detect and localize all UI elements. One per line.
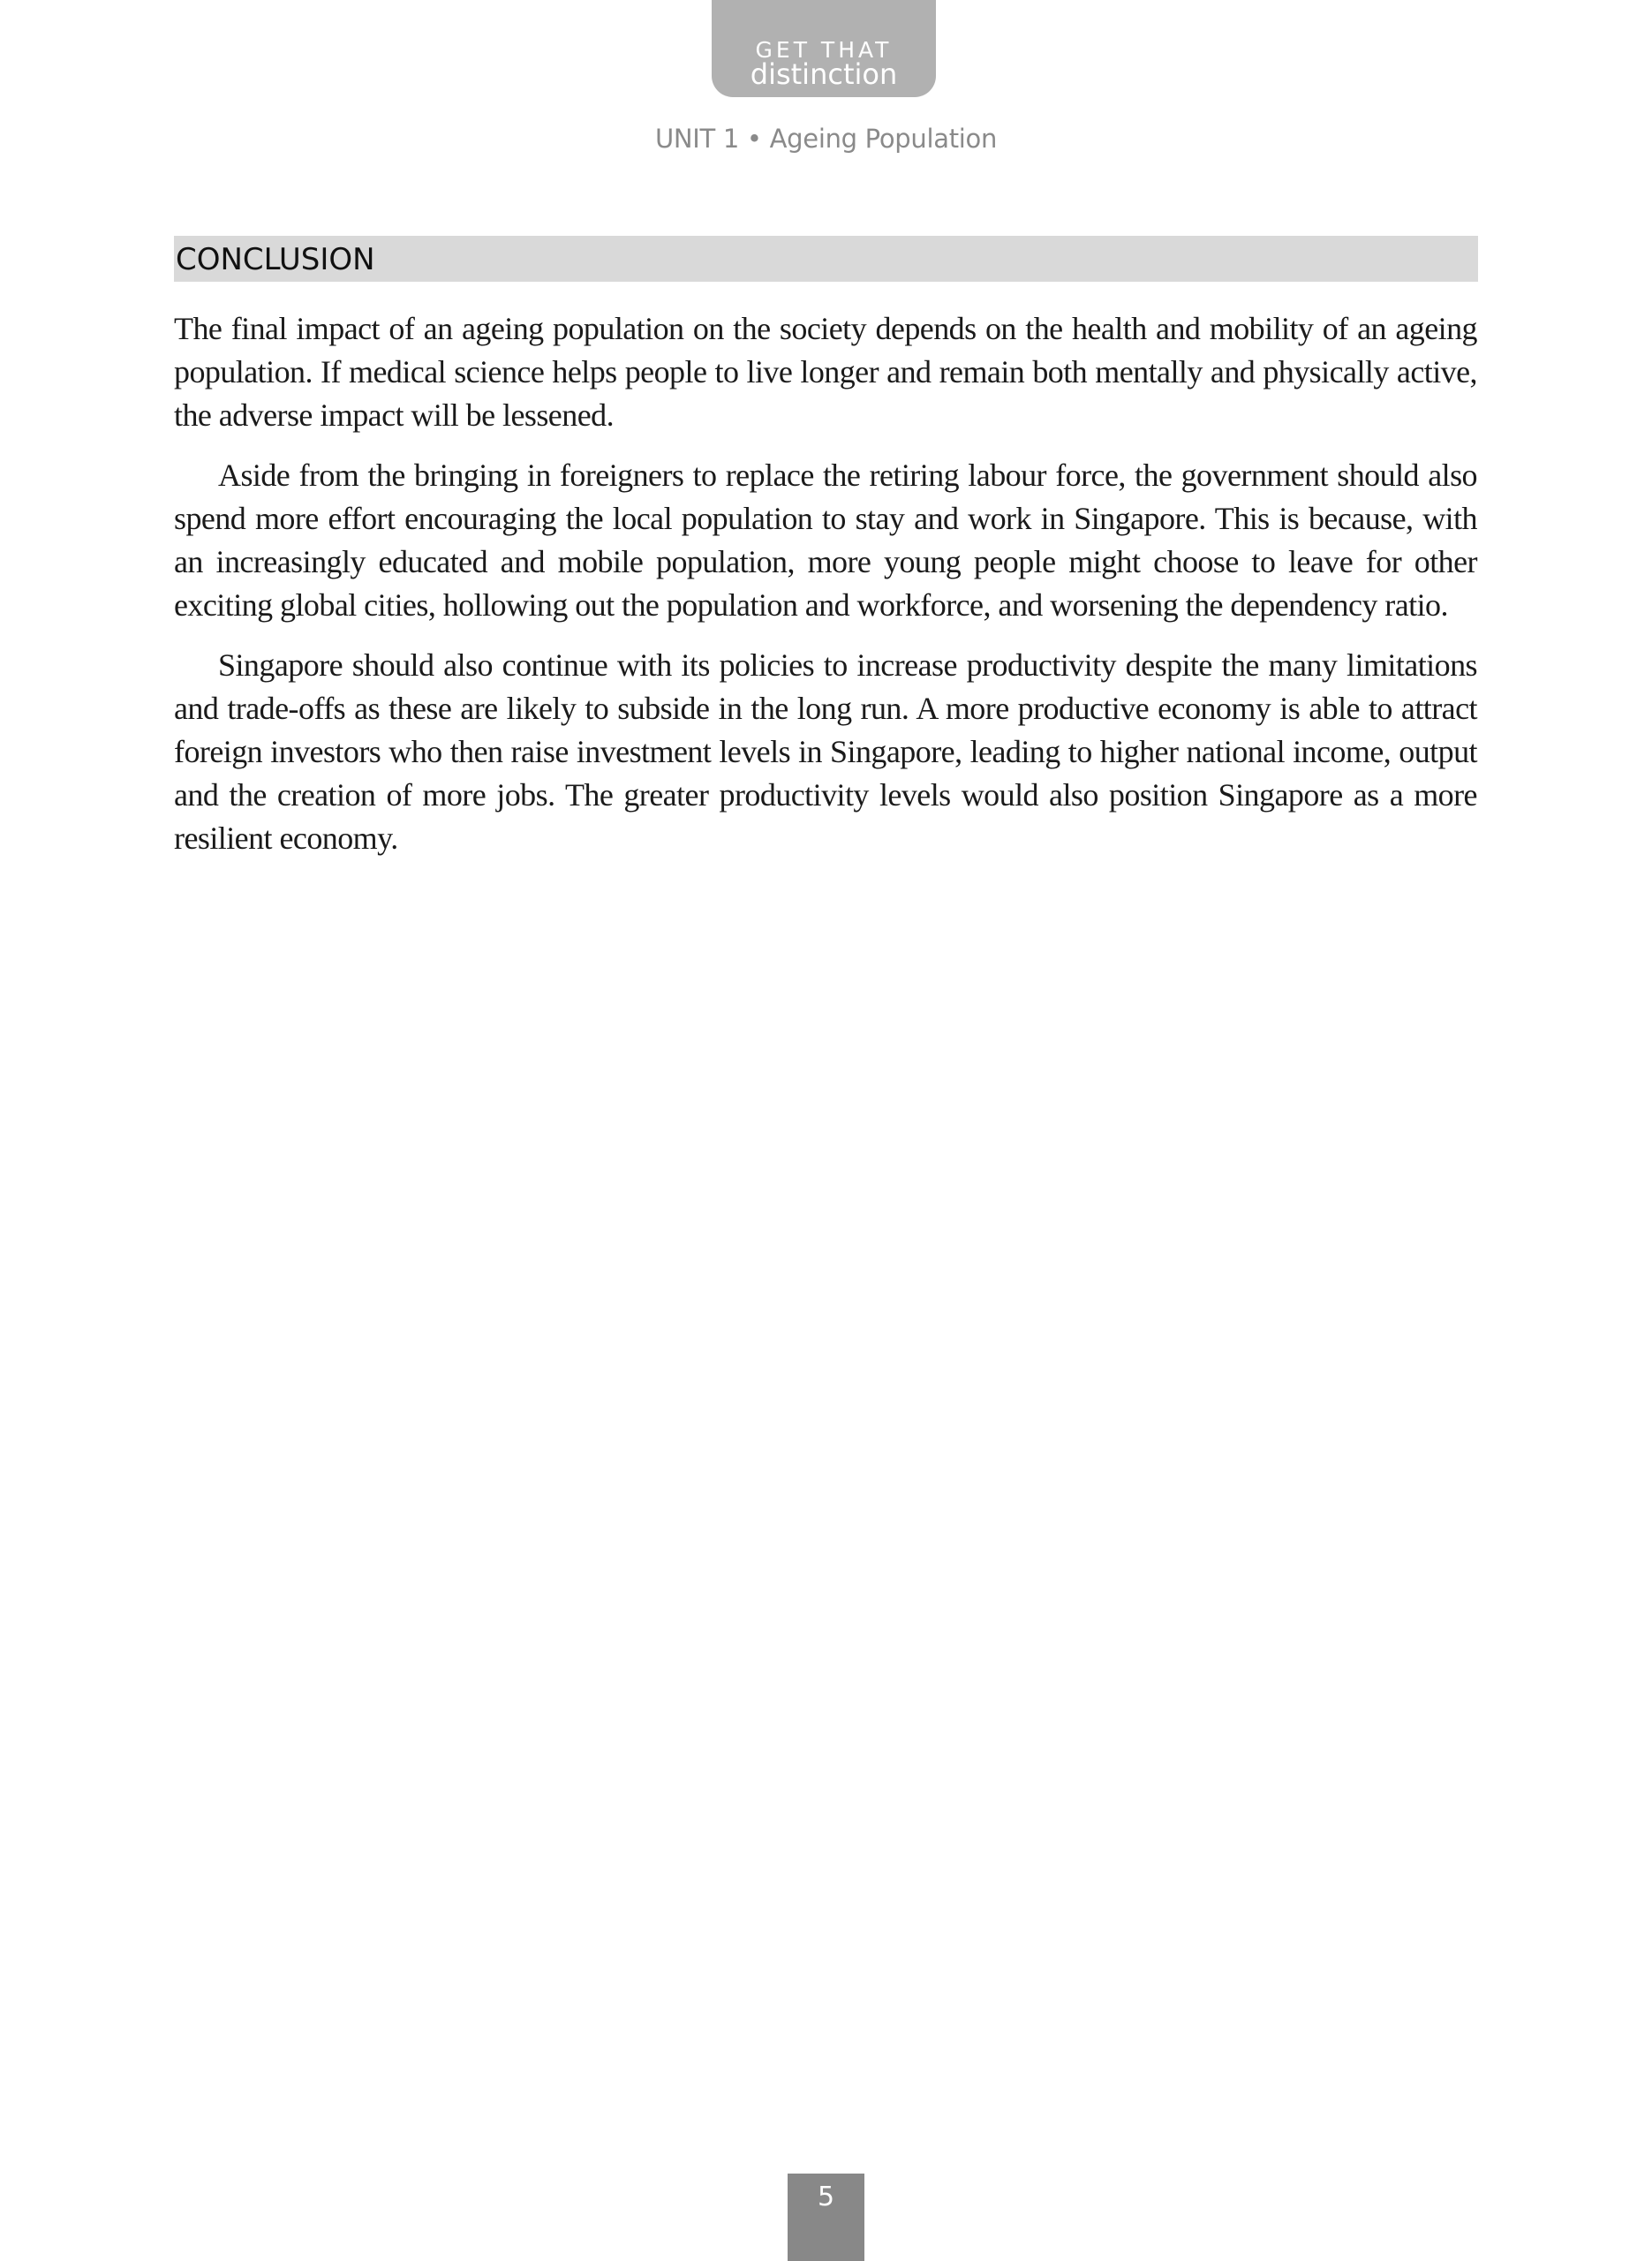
paragraph-1: The final impact of an ageing population on the society depends on the health and mobility of an ageing population. If medical science helps people to live longer and remain both mentally and physically active, the adverse impact will be lessened.: [174, 311, 1477, 433]
section-heading-bar: [174, 236, 1478, 282]
paragraph-2: Aside from the bringing in foreigners to replace the retiring labour force, the government should also spend more effort encouraging the local population to stay and work in Singapore. This is because, with an increasingly educated and mobile population, more young people might choose to leave for other exciting global cities, hollowing out the population and workforce, and worsening the dependency ratio.: [174, 457, 1477, 623]
paragraph-3: Singapore should also continue with its policies to increase productivity despite the many limitations and trade-offs as these are likely to subside in the long run. A more productive economy is able to attract foreign investors who then raise investment levels in Singapore, leading to higher national income, output and the creation of more jobs. The greater productivity levels would also position Singapore as a more resilient economy.: [174, 647, 1477, 856]
running-header: UNIT 1 • Ageing Population: [654, 124, 998, 154]
brand-logo-tab: [712, 0, 936, 97]
brand-logo-line1: GET THAT: [755, 37, 893, 63]
body-text: [174, 307, 1477, 877]
page-number-box: [788, 2174, 864, 2261]
brand-logo-line2: distinction: [750, 57, 898, 91]
section-title: CONCLUSION: [176, 242, 375, 277]
page-number: 5: [817, 2182, 835, 2212]
